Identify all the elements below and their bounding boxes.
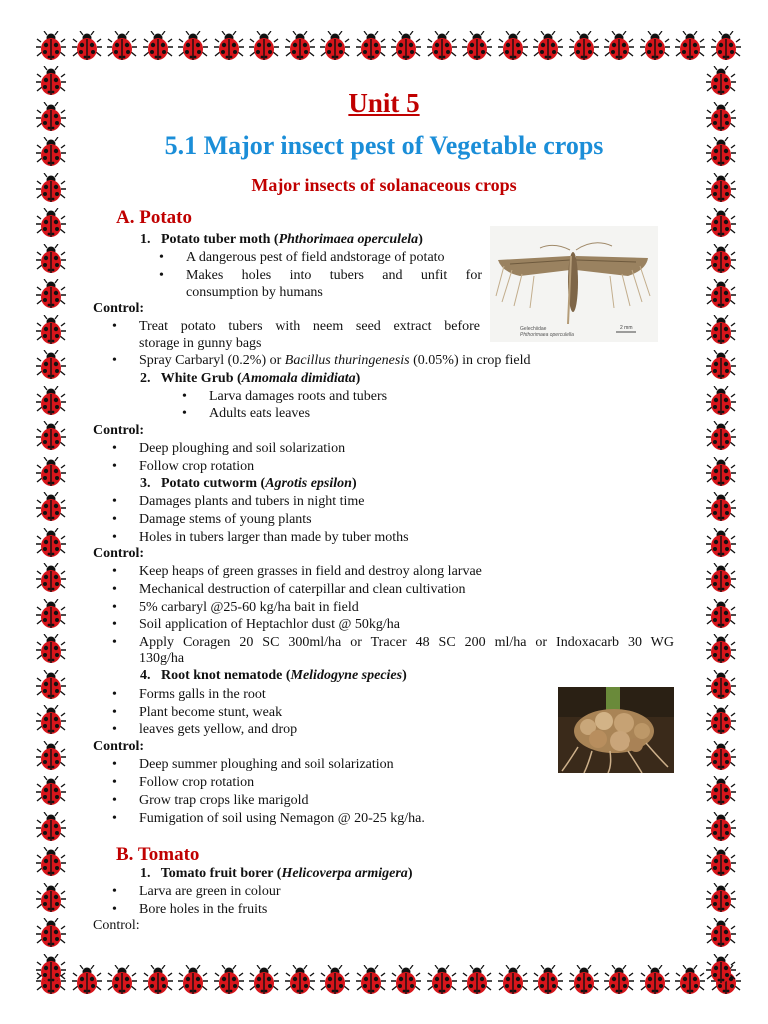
list-item: • 5% carbaryl @25-60 kg/ha bait in field xyxy=(112,600,359,615)
list-item: • Bore holes in the fruits xyxy=(112,902,268,917)
list-item: • Soil application of Heptachlor dust @ 50kg/ha xyxy=(112,617,400,632)
svg-text:Phthorimaea operculella: Phthorimaea operculella xyxy=(520,332,574,338)
list-item-continuation: consumption by humans xyxy=(186,285,323,300)
pest-title: 2. White Grub (Amomala dimidiata) xyxy=(140,371,361,386)
root-knot-image xyxy=(558,687,674,773)
svg-text:Gelechiidae: Gelechiidae xyxy=(520,326,547,332)
subsection-title: Major insects of solanaceous crops xyxy=(251,175,517,195)
list-item: • Treat potato tubers with neem seed extract before xyxy=(112,319,480,334)
list-item: • leaves gets yellow, and drop xyxy=(112,722,298,737)
list-item: • Grow trap crops like marigold xyxy=(112,793,309,808)
control-label: Control: xyxy=(93,301,145,316)
control-label: Control: xyxy=(93,739,145,754)
list-item: • Adults eats leaves xyxy=(182,406,311,421)
list-item: • Makes holes into tubers and unfit for xyxy=(159,268,482,283)
control-label: Control: xyxy=(93,546,145,561)
list-item: • Fumigation of soil using Nemagon @ 20-25 kg/ha. xyxy=(112,811,425,826)
pest-title: 3. Potato cutworm (Agrotis epsilon) xyxy=(140,476,357,491)
list-item: • Deep summer ploughing and soil solarization xyxy=(112,757,394,772)
list-item-continuation: storage in gunny bags xyxy=(139,336,262,351)
list-item: • Forms galls in the root xyxy=(112,687,266,702)
list-item: • Mechanical destruction of caterpillar and clean cultivation xyxy=(112,582,466,597)
list-item: • Larva damages roots and tubers xyxy=(182,389,388,404)
root-gall-icon xyxy=(558,687,674,773)
list-item: • Deep ploughing and soil solarization xyxy=(112,441,346,456)
potato-heading: A. Potato xyxy=(116,207,192,228)
pest-title: 4. Root knot nematode (Melidogyne species) xyxy=(140,668,407,683)
list-item: • Keep heaps of green grasses in field and destroy along larvae xyxy=(112,564,482,579)
control-label: Control: xyxy=(93,918,140,933)
list-item-continuation: 130g/ha xyxy=(139,651,185,666)
list-item: • Follow crop rotation xyxy=(112,775,255,790)
list-item: • A dangerous pest of field andstorage of potato xyxy=(159,250,445,265)
control-label: Control: xyxy=(93,423,145,438)
tomato-heading: B. Tomato xyxy=(116,844,200,865)
pest-title: 1. Potato tuber moth (Phthorimaea operculela) xyxy=(140,232,423,247)
moth-icon xyxy=(490,226,658,342)
section-title: 5.1 Major insect pest of Vegetable crops xyxy=(164,131,604,160)
list-item: • Damages plants and tubers in night time xyxy=(112,494,365,509)
list-item: • Spray Carbaryl (0.2%) or Bacillus thuringenesis (0.05%) in crop field xyxy=(112,353,531,368)
list-item: • Larva are green in colour xyxy=(112,884,281,899)
list-item: • Plant become stunt, weak xyxy=(112,705,283,720)
unit-title: Unit 5 xyxy=(348,88,420,118)
list-item: • Follow crop rotation xyxy=(112,459,255,474)
list-item: • Damage stems of young plants xyxy=(112,512,312,527)
pest-title: 1. Tomato fruit borer (Helicoverpa armigera) xyxy=(140,866,413,881)
svg-text:2 mm: 2 mm xyxy=(620,325,633,331)
tuber-moth-image xyxy=(490,226,658,342)
list-item: • Holes in tubers larger than made by tuber moths xyxy=(112,530,409,545)
list-item: • Apply Coragen 20 SC 300ml/ha or Tracer 48 SC 200 ml/ha or Indoxacarb 30 WG xyxy=(112,635,674,650)
